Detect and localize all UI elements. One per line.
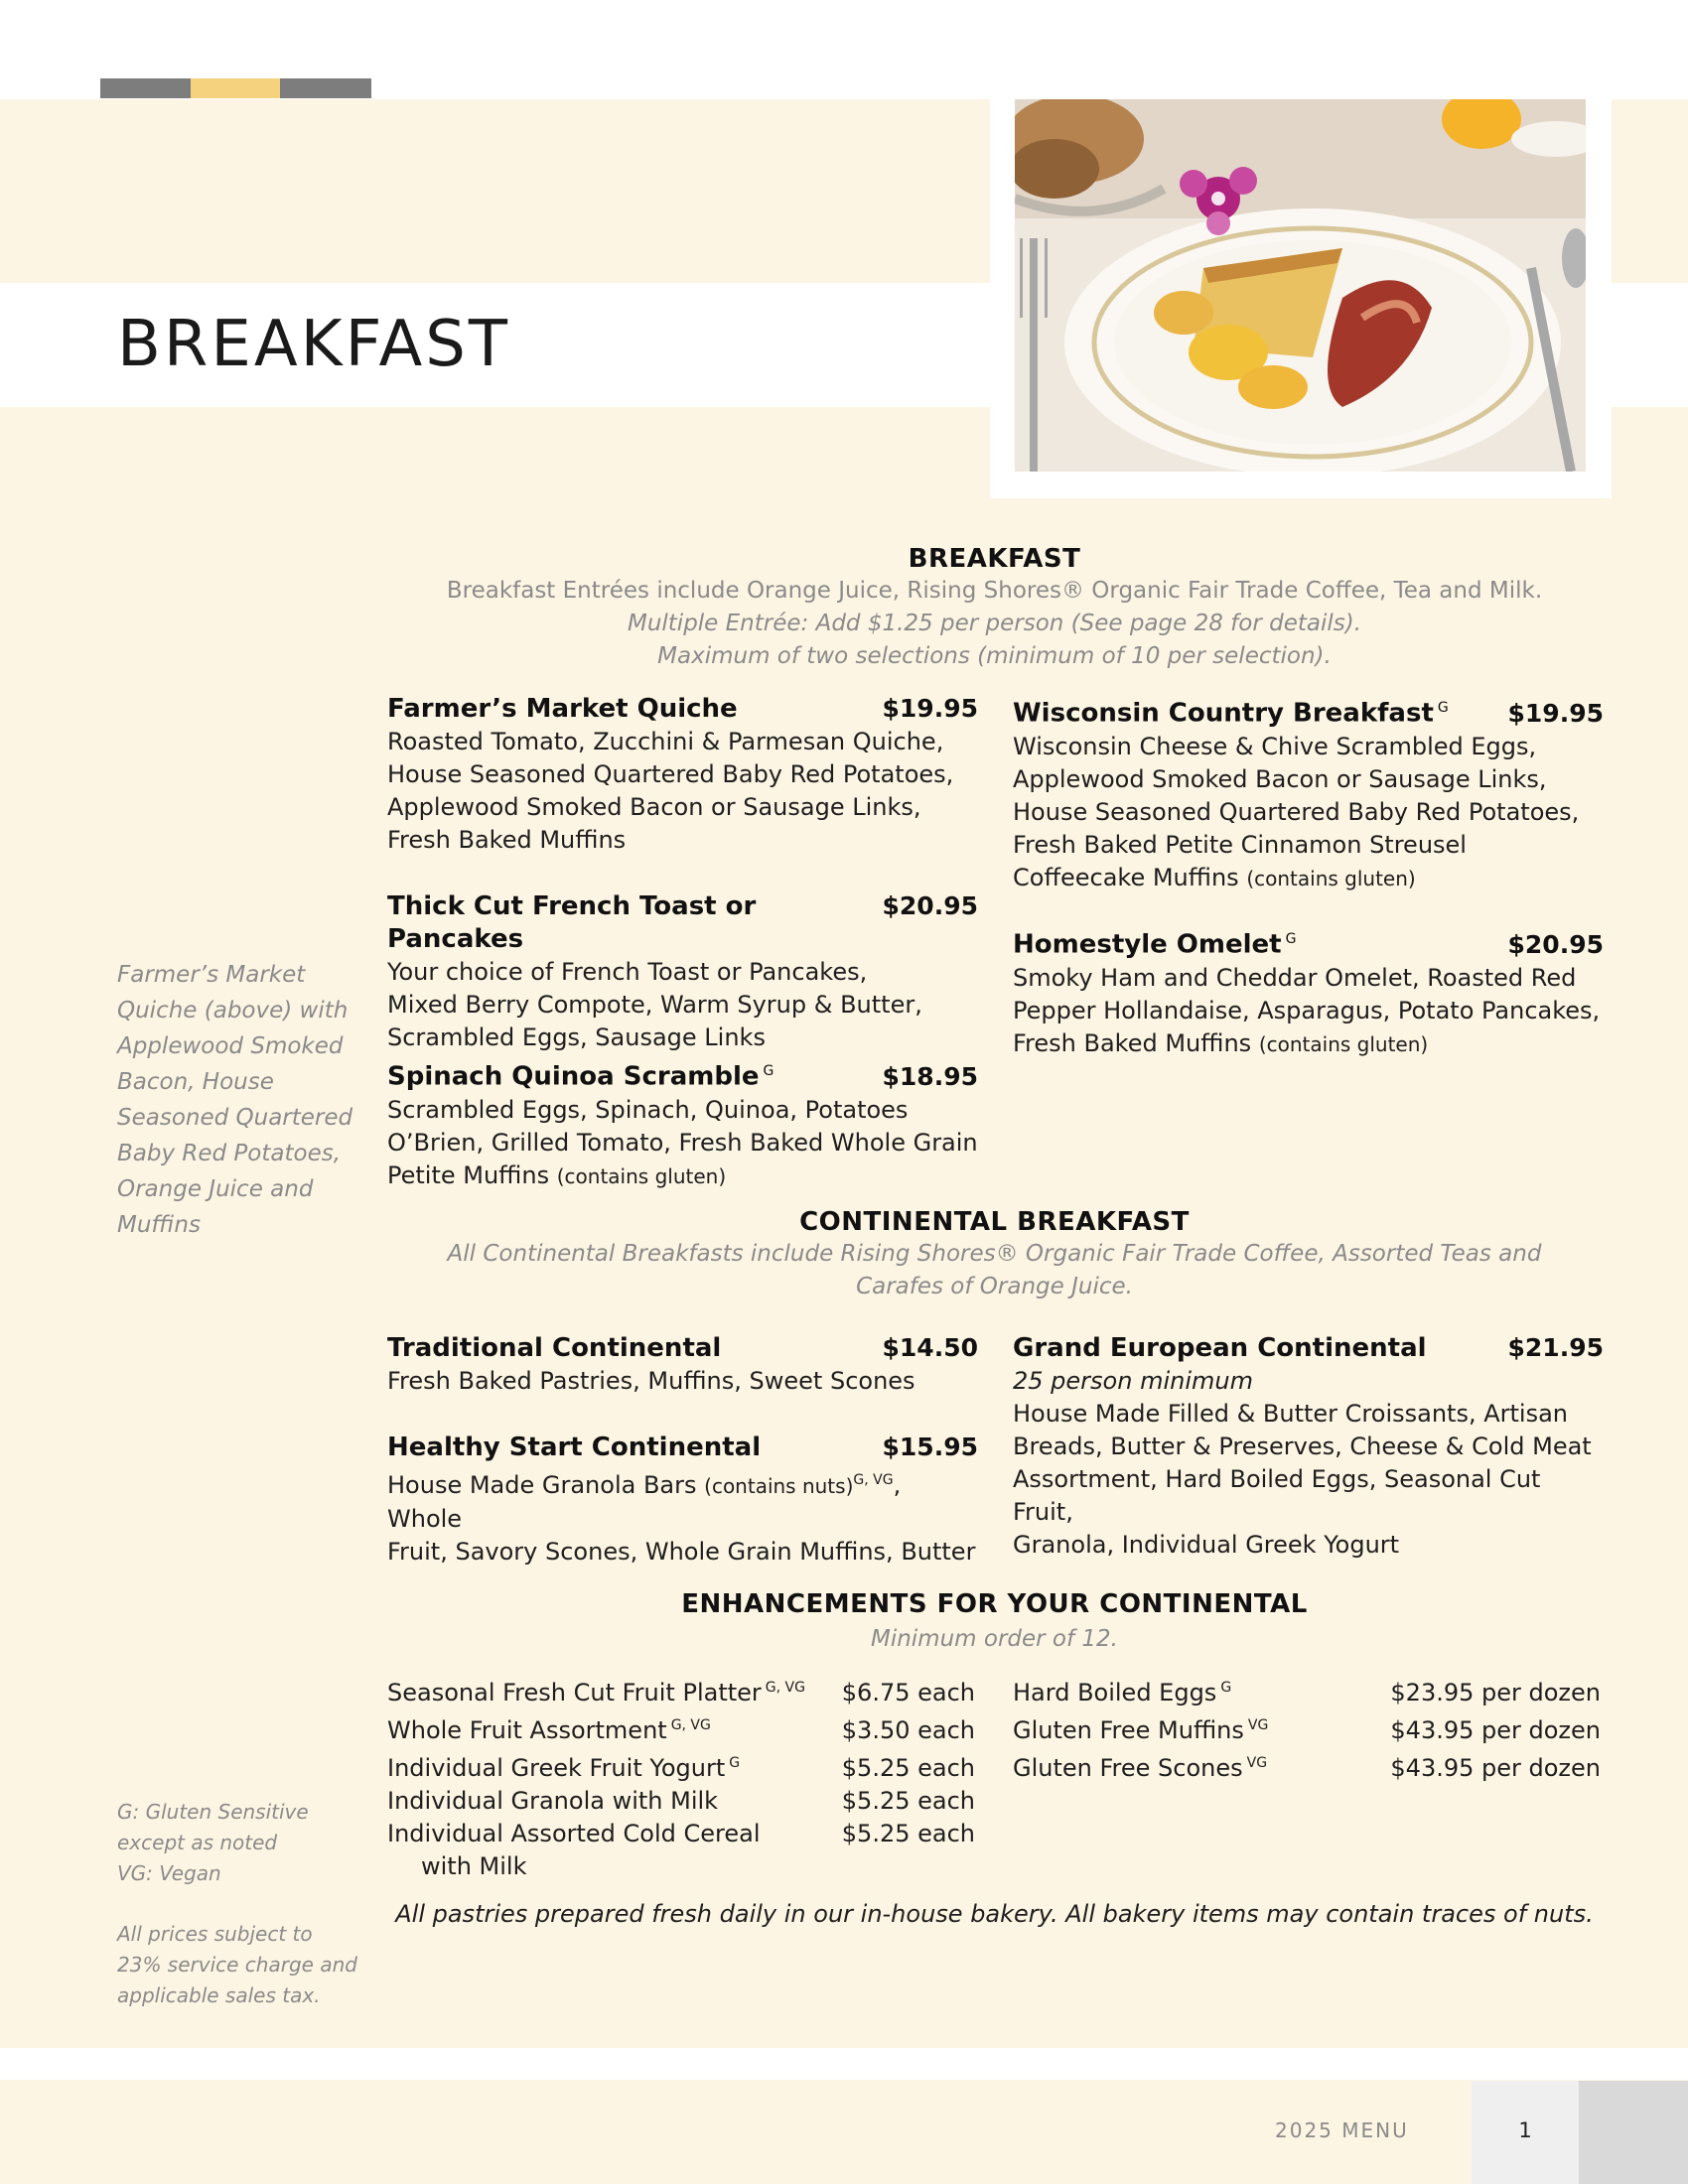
item-description: 25 person minimum House Made Filled & Butter Croissants, Artisan Breads, Butter & Preserves, Cheese & Cold Meat Assortment, Hard Boiled Eggs, Seasonal Cut Fruit, Granola, Individual Greek Yogurt	[1013, 1365, 1604, 1562]
item-description: House Made Granola Bars (contains nuts)$^{G, VG}$, Whole Fruit, Savory Scones, Whole Grain Muffins, Butter	[387, 1471, 976, 1566]
item-description: Roasted Tomato, Zucchini & Parmesan Quiche, House Seasoned Quartered Baby Red Potatoes, Applewood Smoked Bacon or Sausage Links, Fresh Baked Muffins	[387, 728, 954, 854]
list-item: Whole Fruit Assortment $^{G, VG}$ $3.50 each	[387, 1709, 975, 1747]
gluten-sensitive-tag: G	[763, 1063, 774, 1079]
bakery-disclaimer: All pastries prepared fresh daily in our in-house bakery. All bakery items may contain traces of nuts.	[395, 1900, 1594, 1928]
divider-strip	[0, 2048, 1688, 2080]
breakfast-plate-photo	[1015, 99, 1586, 472]
gluten-sensitive-tag: G	[1437, 700, 1449, 716]
enhancements-heading: ENHANCEMENTS FOR YOUR CONTINENTAL	[681, 1589, 1308, 1619]
breakfast-maximum-note: Maximum of two selections (minimum of 10 per selection).	[657, 643, 1332, 669]
item-price: $20.95	[1507, 929, 1604, 959]
page-title: BREAKFAST	[117, 308, 510, 381]
item-description: Fresh Baked Pastries, Muffins, Sweet Scones	[387, 1367, 915, 1395]
item-name: Wisconsin Country Breakfast	[1013, 698, 1434, 729]
menu-item-wisconsin-country-breakfast	[1013, 692, 1604, 895]
enhancements-right-list	[1013, 1672, 1601, 1785]
item-price: $43.95 per dozen	[1390, 1716, 1601, 1744]
menu-item-healthy-start-continental	[387, 1431, 978, 1569]
item-description: Wisconsin Cheese & Chive Scrambled Eggs, Applewood Smoked Bacon or Sausage Links, House Seasoned Quartered Baby Red Potatoes, Fresh Baked Petite Cinnamon Streusel Coffeecake Muffins (contains gluten)	[1013, 732, 1580, 891]
list-item: Gluten Free Muffins $^{VG}$ $43.95 per dozen	[1013, 1709, 1601, 1747]
item-price: $5.25 each	[841, 1787, 975, 1815]
list-item-continuation: with Milk	[421, 1852, 527, 1880]
item-price: $18.95	[882, 1061, 978, 1091]
item-name: Healthy Start Continental	[387, 1433, 762, 1462]
item-name: Homestyle Omelet	[1013, 929, 1282, 960]
accent-bar-gray-left	[100, 78, 191, 98]
page-number: 1	[1518, 2118, 1532, 2142]
dietary-tag: G, VG	[670, 1717, 711, 1733]
item-name: Spinach Quinoa Scramble	[387, 1061, 760, 1092]
minimum-note: 25 person minimum	[1013, 1367, 1253, 1395]
enhancements-left-list	[387, 1672, 975, 1883]
item-name: Farmer’s Market Quiche	[387, 694, 738, 724]
item-price: $43.95 per dozen	[1390, 1754, 1601, 1782]
item-name: Traditional Continental	[387, 1333, 722, 1363]
menu-item-spinach-quinoa-scramble	[387, 1055, 978, 1193]
menu-item-traditional-continental	[387, 1331, 978, 1398]
item-price: $20.95	[882, 891, 978, 920]
item-price: $23.95 per dozen	[1390, 1679, 1601, 1706]
dietary-tag: G, VG	[853, 1472, 894, 1488]
continental-note-line-2: Carafes of Orange Juice.	[856, 1274, 1133, 1299]
list-item: Individual Greek Fruit Yogurt $^G$ $5.25 each	[387, 1747, 975, 1785]
item-price: $6.75 each	[841, 1679, 975, 1706]
dietary-tag: G	[1220, 1680, 1232, 1696]
item-price: $14.50	[882, 1333, 978, 1362]
item-price: $15.95	[882, 1433, 978, 1461]
accent-bar-yellow	[191, 78, 280, 98]
dietary-tag: VG	[1246, 1755, 1268, 1771]
dietary-tag: G	[729, 1755, 741, 1771]
item-price: $21.95	[1507, 1333, 1604, 1362]
pricing-note: All prices subject to 23% service charge and applicable sales tax.	[117, 1922, 357, 2007]
item-price: $19.95	[882, 694, 978, 723]
item-price: $19.95	[1507, 698, 1604, 728]
footer-accent-box	[1579, 2081, 1688, 2184]
menu-item-grand-european-continental	[1013, 1331, 1604, 1562]
list-item: Seasonal Fresh Cut Fruit Platter $^{G, VG}$ $6.75 each	[387, 1672, 975, 1709]
menu-item-french-toast-or-pancakes	[387, 889, 978, 1054]
menu-item-farmers-market-quiche	[387, 692, 978, 857]
photo-caption: Farmer’s Market Quiche (above) with Applewood Smoked Bacon, House Seasoned Quartered Baby Red Potatoes, Orange Juice and Muffins	[117, 962, 353, 1238]
item-description: Smoky Ham and Cheddar Omelet, Roasted Red Pepper Hollandaise, Asparagus, Potato Pancakes, Fresh Baked Muffins (contains gluten)	[1013, 963, 1601, 1057]
gluten-sensitive-tag: G	[1285, 931, 1297, 947]
menu-item-homestyle-omelet	[1013, 923, 1604, 1061]
dietary-legend: G: Gluten Sensitive except as noted VG: Vegan	[117, 1800, 309, 1885]
enhancements-minimum-note: Minimum order of 12.	[870, 1626, 1118, 1652]
accent-bar-gray-right	[280, 78, 371, 98]
footer-menu-year: 2025 MENU	[1275, 2118, 1409, 2142]
continental-note-line-1: All Continental Breakfasts include Rising Shores® Organic Fair Trade Coffee, Assorted Teas and	[447, 1241, 1542, 1267]
item-price: $5.25 each	[841, 1820, 975, 1847]
item-description: Scrambled Eggs, Spinach, Quinoa, Potatoes O’Brien, Grilled Tomato, Fresh Baked Whole Grain Petite Muffins (contains gluten)	[387, 1095, 978, 1189]
list-item: Gluten Free Scones $^{VG}$ $43.95 per dozen	[1013, 1747, 1601, 1785]
item-name: Grand European Continental	[1013, 1333, 1427, 1363]
breakfast-heading: BREAKFAST	[908, 544, 1081, 574]
item-name: Thick Cut French Toast or Pancakes	[387, 891, 757, 954]
list-item: Hard Boiled Eggs $^G$ $23.95 per dozen	[1013, 1672, 1601, 1709]
footer-band	[0, 2080, 1688, 2184]
dietary-tag: G, VG	[765, 1680, 805, 1696]
breakfast-multiple-entree-note: Multiple Entrée: Add $1.25 per person (See page 28 for details).	[627, 611, 1362, 636]
item-price: $3.50 each	[841, 1716, 975, 1744]
list-item: Individual Assorted Cold Cereal $5.25 each	[387, 1818, 975, 1850]
item-price: $5.25 each	[841, 1754, 975, 1782]
item-description: Your choice of French Toast or Pancakes, Mixed Berry Compote, Warm Syrup & Butter, Scrambled Eggs, Sausage Links	[387, 958, 922, 1051]
continental-heading: CONTINENTAL BREAKFAST	[799, 1207, 1190, 1237]
dietary-tag: VG	[1247, 1717, 1269, 1733]
list-item: Individual Granola with Milk $5.25 each	[387, 1785, 975, 1818]
breakfast-note: Breakfast Entrées include Orange Juice, Rising Shores® Organic Fair Trade Coffee, Tea and Milk.	[446, 578, 1543, 604]
